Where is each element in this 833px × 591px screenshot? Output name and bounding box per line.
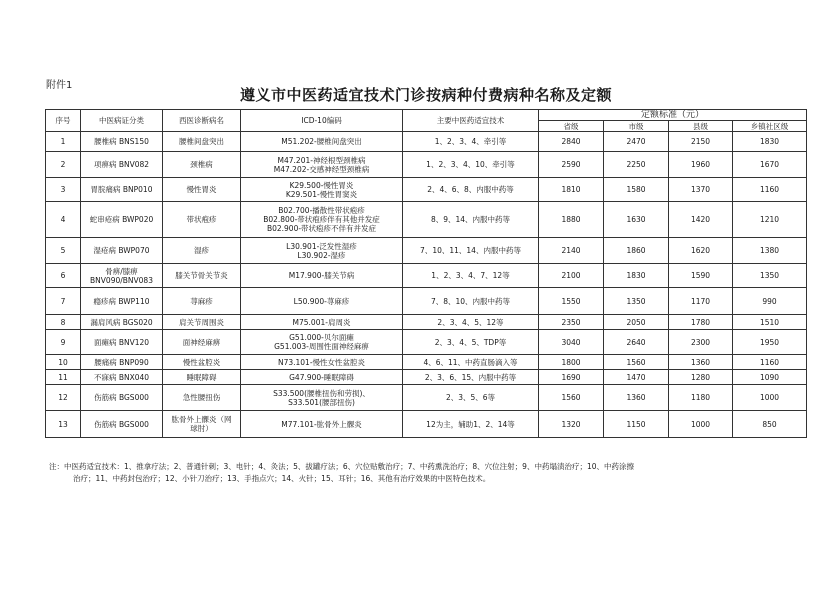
cell-no: 6 [46, 264, 81, 288]
cell-icd-code [241, 264, 403, 288]
icd-line: S33.501(腰部扭伤) [288, 397, 355, 407]
cell-wm-diagnosis: 湿疹 [163, 238, 241, 264]
cell-province-quota: 1800 [539, 355, 604, 370]
cell-city-quota: 2250 [604, 152, 669, 178]
cell-no: 5 [46, 238, 81, 264]
icd-line: S33.500(腰椎扭伤和劳损)、 [273, 388, 370, 398]
cell-county-quota: 1590 [669, 264, 733, 288]
cell-county-quota: 1180 [669, 385, 733, 411]
icd-line: M77.101-肱骨外上髁炎 [281, 419, 362, 429]
table-row [46, 370, 807, 385]
cell-township-quota: 1830 [733, 132, 807, 152]
icd-line: L50.900-荨麻疹 [293, 296, 350, 306]
cell-technique: 1、2、3、4、牵引等 [403, 132, 539, 152]
cell-province-quota: 2840 [539, 132, 604, 152]
table-row [46, 132, 807, 152]
icd-line: L30.902-湿疹 [297, 250, 346, 260]
cell-technique: 7、10、11、14、内服中药等 [403, 238, 539, 264]
cell-technique: 2、3、4、5、12等 [403, 315, 539, 330]
col-header-no: 序号 [46, 110, 81, 132]
cell-technique: 2、4、6、8、内服中药等 [403, 178, 539, 202]
icd-line: G51.000-贝尔面瘫 [289, 333, 354, 342]
cell-wm-diagnosis: 急性腰扭伤 [163, 385, 241, 411]
cell-icd-code [241, 315, 403, 330]
cell-icd-code [241, 132, 403, 152]
cell-tcm-syndrome: 漏肩风病 BGS020 [81, 315, 163, 330]
table-body [46, 132, 807, 438]
cell-province-quota: 3040 [539, 330, 604, 355]
cell-icd-code [241, 288, 403, 315]
table-row [46, 385, 807, 411]
cell-township-quota: 1160 [733, 355, 807, 370]
cell-technique: 2、3、5、6等 [403, 385, 539, 411]
cell-no: 7 [46, 288, 81, 315]
table-row [46, 330, 807, 355]
table-row [46, 355, 807, 370]
cell-no: 11 [46, 370, 81, 385]
cell-tcm-syndrome: 面瘫病 BNV120 [81, 330, 163, 355]
col-header-county: 县级 [669, 121, 733, 132]
cell-county-quota: 1000 [669, 411, 733, 438]
cell-county-quota: 1370 [669, 178, 733, 202]
cell-province-quota: 1560 [539, 385, 604, 411]
cell-tcm-syndrome: 腰痛病 BNP090 [81, 355, 163, 370]
cell-township-quota: 1160 [733, 178, 807, 202]
cell-no: 9 [46, 330, 81, 355]
cell-province-quota: 2100 [539, 264, 604, 288]
cell-township-quota: 990 [733, 288, 807, 315]
cell-technique: 12为主，辅助1、2、14等 [403, 411, 539, 438]
footnote-line-1: 注：中医药适宜技术：1、推拿疗法；2、普通针刺；3、电针；4、灸法；5、拔罐疗法；6、穴位贴敷治疗；7、中药熏洗治疗；8、穴位注射；9、中药塌渍治疗；10、中药涂擦 [49, 462, 634, 471]
cell-city-quota: 1150 [604, 411, 669, 438]
cell-tcm-syndrome: 伤筋病 BGS000 [81, 411, 163, 438]
cell-county-quota: 1170 [669, 288, 733, 315]
icd-line: G51.003-周围性面神经麻痹 [274, 342, 369, 351]
table-row [46, 315, 807, 330]
cell-township-quota: 1000 [733, 385, 807, 411]
cell-township-quota: 1950 [733, 330, 807, 355]
cell-county-quota: 1960 [669, 152, 733, 178]
cell-county-quota: 1620 [669, 238, 733, 264]
cell-city-quota: 1560 [604, 355, 669, 370]
cell-icd-code [241, 355, 403, 370]
cell-township-quota: 1090 [733, 370, 807, 385]
icd-line: M47.202-交感神经型颈椎病 [273, 164, 370, 174]
cell-tcm-syndrome: 不寐病 BNX040 [81, 370, 163, 385]
icd-line: B02.700-播散性带状疱疹 [278, 206, 365, 215]
cell-city-quota: 1360 [604, 385, 669, 411]
cell-wm-diagnosis: 肱骨外上髁炎（网 球肘） [163, 411, 241, 438]
cell-tcm-syndrome: 项痹病 BNV082 [81, 152, 163, 178]
cell-technique: 4、6、11、中药直肠滴入等 [403, 355, 539, 370]
cell-province-quota: 2590 [539, 152, 604, 178]
cell-wm-diagnosis: 慢性胃炎 [163, 178, 241, 202]
table-row [46, 178, 807, 202]
icd-line: M75.001-肩周炎 [292, 317, 351, 327]
cell-city-quota: 1830 [604, 264, 669, 288]
cell-wm-diagnosis: 带状疱疹 [163, 202, 241, 238]
col-header-township: 乡镇社区级 [733, 121, 807, 132]
quota-table [45, 109, 807, 438]
icd-line: M17.900-膝关节病 [288, 271, 355, 280]
cell-tcm-syndrome: 蛇串疮病 BWP020 [81, 202, 163, 238]
table-row [46, 152, 807, 178]
cell-tcm-syndrome: 瘾疹病 BWP110 [81, 288, 163, 315]
cell-no: 2 [46, 152, 81, 178]
cell-township-quota: 1670 [733, 152, 807, 178]
icd-line: B02.800-带状疱疹伴有其他并发症 [263, 215, 380, 224]
col-header-city: 市级 [604, 121, 669, 132]
cell-wm-diagnosis: 睡眠障碍 [163, 370, 241, 385]
icd-line: K29.501-慢性胃窦炎 [285, 189, 358, 199]
cell-technique: 2、3、4、5、TDP等 [403, 330, 539, 355]
cell-technique: 8、9、14、内服中药等 [403, 202, 539, 238]
cell-wm-diagnosis: 膝关节骨关节炎 [163, 264, 241, 288]
cell-township-quota: 1210 [733, 202, 807, 238]
cell-no: 12 [46, 385, 81, 411]
cell-township-quota: 1380 [733, 238, 807, 264]
table-row [46, 264, 807, 288]
cell-no: 13 [46, 411, 81, 438]
col-header-wm: 西医诊断病名 [163, 110, 241, 132]
cell-county-quota: 1280 [669, 370, 733, 385]
cell-technique: 1、2、3、4、7、12等 [403, 264, 539, 288]
cell-city-quota: 2470 [604, 132, 669, 152]
cell-province-quota: 1550 [539, 288, 604, 315]
cell-province-quota: 1810 [539, 178, 604, 202]
cell-county-quota: 1780 [669, 315, 733, 330]
cell-tcm-syndrome: 胃脘痛病 BNP010 [81, 178, 163, 202]
table-row [46, 202, 807, 238]
cell-wm-diagnosis: 腰椎间盘突出 [163, 132, 241, 152]
cell-township-quota: 1510 [733, 315, 807, 330]
cell-tcm-syndrome: 骨痹/膝痹 BNV090/BNV083 [81, 264, 163, 288]
cell-city-quota: 1580 [604, 178, 669, 202]
cell-city-quota: 1350 [604, 288, 669, 315]
cell-no: 10 [46, 355, 81, 370]
table-header-row [46, 110, 807, 121]
cell-no: 8 [46, 315, 81, 330]
cell-county-quota: 1360 [669, 355, 733, 370]
cell-city-quota: 1470 [604, 370, 669, 385]
cell-province-quota: 2350 [539, 315, 604, 330]
cell-wm-diagnosis: 慢性盆腔炎 [163, 355, 241, 370]
cell-wm-diagnosis: 面神经麻痹 [163, 330, 241, 355]
cell-city-quota: 1860 [604, 238, 669, 264]
cell-icd-code [241, 385, 403, 411]
cell-province-quota: 1320 [539, 411, 604, 438]
col-header-province: 省级 [539, 121, 604, 132]
cell-tcm-syndrome: 湿疮病 BWP070 [81, 238, 163, 264]
col-header-quota: 定额标准（元） [539, 110, 807, 121]
icd-line: N73.101-慢性女性盆腔炎 [277, 357, 366, 367]
cell-wm-diagnosis: 颈椎病 [163, 152, 241, 178]
icd-line: M47.201-神经根型颈椎病 [277, 155, 366, 165]
cell-city-quota: 1630 [604, 202, 669, 238]
table-row [46, 288, 807, 315]
icd-line: G47.900-睡眠障碍 [289, 372, 354, 382]
cell-icd-code [241, 178, 403, 202]
table-row [46, 411, 807, 438]
cell-county-quota: 2150 [669, 132, 733, 152]
cell-province-quota: 1690 [539, 370, 604, 385]
attachment-label: 附件1 [46, 80, 73, 91]
table-row [46, 238, 807, 264]
cell-city-quota: 2050 [604, 315, 669, 330]
cell-no: 3 [46, 178, 81, 202]
cell-wm-diagnosis: 荨麻疹 [163, 288, 241, 315]
cell-city-quota: 2640 [604, 330, 669, 355]
cell-technique: 7、8、10、内服中药等 [403, 288, 539, 315]
cell-technique: 2、3、6、15、内服中药等 [403, 370, 539, 385]
icd-line: K29.500-慢性胃炎 [289, 180, 354, 190]
col-header-tcm: 中医病证分类 [81, 110, 163, 132]
cell-icd-code [241, 202, 403, 238]
col-header-tech: 主要中医药适宜技术 [403, 110, 539, 132]
cell-county-quota: 2300 [669, 330, 733, 355]
cell-township-quota: 1350 [733, 264, 807, 288]
cell-township-quota: 850 [733, 411, 807, 438]
icd-line: M51.202-腰椎间盘突出 [281, 137, 362, 146]
footnote-line-2: 治疗；11、中药封包治疗；12、小针刀治疗；13、手指点穴；14、火针；15、耳针；16、其他有治疗效果的中医特色技术。 [73, 474, 491, 483]
cell-province-quota: 1880 [539, 202, 604, 238]
cell-no: 1 [46, 132, 81, 152]
cell-county-quota: 1420 [669, 202, 733, 238]
cell-icd-code [241, 411, 403, 438]
cell-icd-code [241, 330, 403, 355]
footnote [49, 461, 819, 485]
cell-no: 4 [46, 202, 81, 238]
icd-line: B02.900-带状疱疹不伴有并发症 [266, 224, 377, 233]
cell-technique: 1、2、3、4、10、牵引等 [403, 152, 539, 178]
cell-icd-code [241, 152, 403, 178]
cell-wm-diagnosis: 肩关节周围炎 [163, 315, 241, 330]
icd-line: L30.901-泛发性湿疹 [286, 241, 357, 251]
document-title: 遵义市中医药适宜技术门诊按病种付费病种名称及定额 [240, 86, 613, 104]
cell-province-quota: 2140 [539, 238, 604, 264]
col-header-icd: ICD-10编码 [241, 110, 403, 132]
cell-tcm-syndrome: 伤筋病 BGS000 [81, 385, 163, 411]
cell-tcm-syndrome: 腰椎病 BNS150 [81, 132, 163, 152]
cell-icd-code [241, 370, 403, 385]
cell-icd-code [241, 238, 403, 264]
